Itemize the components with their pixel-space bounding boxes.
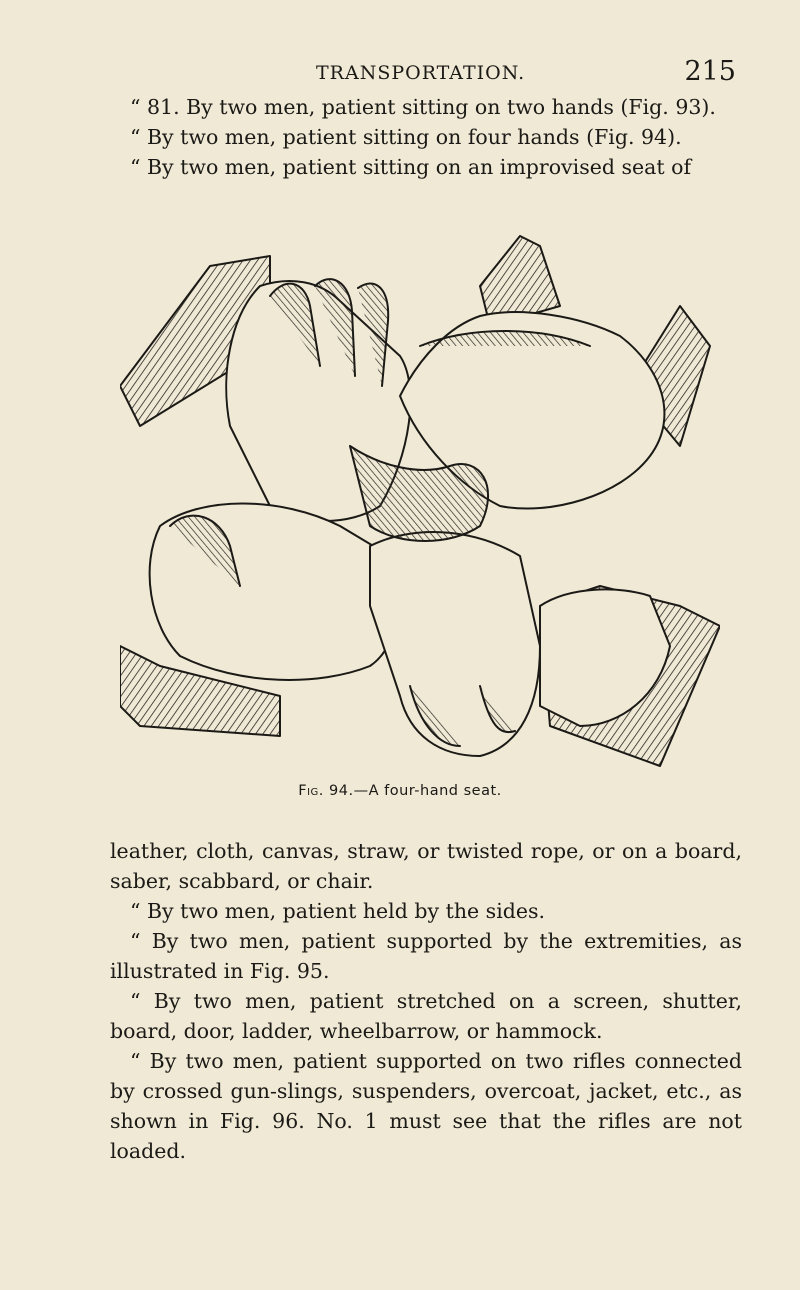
figure-caption (0, 783, 800, 799)
paragraph-continuation: leather, cloth, canvas, straw, or twisted rope, or on a board, saber, scabbard, or chair. (110, 839, 742, 893)
paragraph-improvised-seat: “ By two men, patient sitting on an improvised seat of (130, 155, 692, 179)
four-hand-seat-illustration (120, 226, 720, 776)
running-head: TRANSPORTATION. (316, 62, 526, 84)
top-text (110, 92, 742, 182)
hand-lower-center (370, 532, 540, 756)
page-number: 215 (684, 56, 736, 87)
bottom-text (110, 836, 742, 1166)
paragraph-stretched: “ By two men, patient stretched on a screen, shutter, board, door, ladder, wheelbarrow, or hammock. (110, 989, 742, 1043)
figure-caption-text: —A four-hand seat. (353, 783, 502, 799)
paragraph-four-hands: “ By two men, patient sitting on four hands (Fig. 94). (130, 125, 682, 149)
paragraph-81: “ 81. By two men, patient sitting on two hands (Fig. 93). (130, 95, 716, 119)
paragraph-held-by-sides: “ By two men, patient held by the sides. (130, 899, 546, 923)
figure-label: Fig. 94. (298, 783, 354, 799)
paragraph-rifles: “ By two men, patient supported on two rifles connected by crossed gun-slings, suspenders, overcoat, jacket, etc., as shown in Fig. 96. No. 1 must see that the rifles are not loaded. (110, 1049, 742, 1163)
page-header (120, 56, 740, 96)
paragraph-extremities: “ By two men, patient supported by the extremities, as illustrated in Fig. 95. (110, 929, 742, 983)
